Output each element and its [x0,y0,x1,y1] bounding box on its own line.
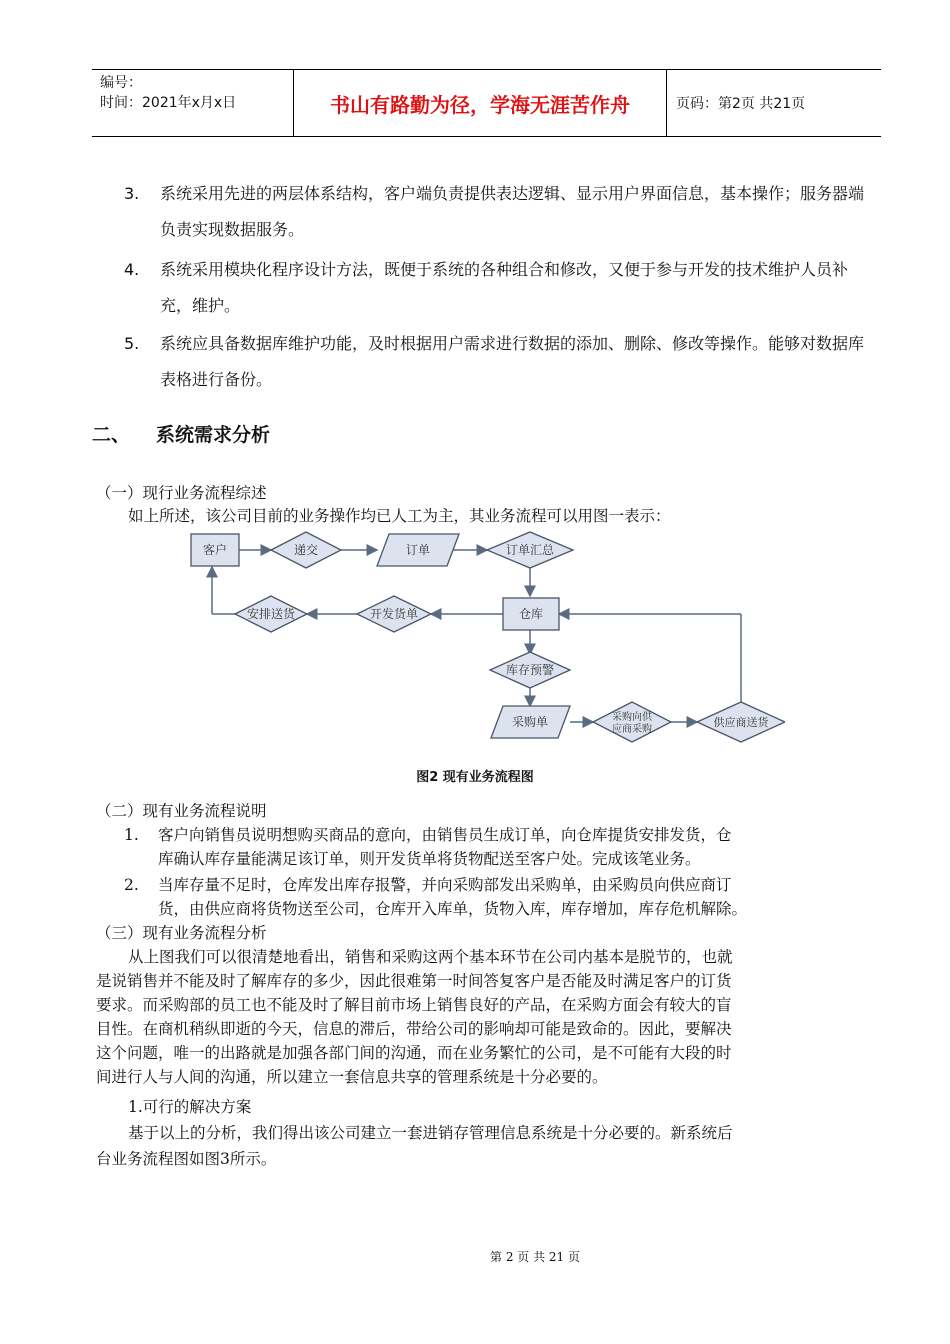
section-title: 系统需求分析 [156,424,271,446]
list-number: 3. [124,184,140,203]
issue-note-label: 开发货单 [369,607,419,621]
submit-label: 递交 [293,543,319,557]
solution-title: 1.可行的解决方案 [128,1098,252,1116]
subsection-title: （一）现行业务流程综述 [96,484,267,502]
figure-caption: 图2 现有业务流程图 [416,770,534,785]
arrange-delivery-label: 安排送货 [246,607,296,621]
motto: 书山有路勤为径，学海无涯苦作舟 [293,70,667,136]
paragraph-line: 台业务流程图如图3所示。 [96,1150,277,1168]
list-number: 4. [124,260,140,279]
list-item [124,252,874,324]
paragraph-line: 间进行人与人间的沟通，所以建立一套信息共享的管理系统是十分必要的。 [96,1068,608,1086]
list-number: 1. [124,826,139,844]
page-footer: 第 2 页 共 21 页 [490,1250,580,1264]
stock-warning-label: 库存预警 [505,663,555,677]
paragraph-line: 是说销售并不能及时了解库存的多少，因此很难第一时间答复客户是否能及时满足客户的订货 [96,972,732,990]
paragraph-line: 这个问题，唯一的出路就是加强各部门间的沟通，而在业务繁忙的公司，是不可能有大段的时 [96,1044,732,1062]
section-heading [92,420,270,447]
page-label: 页码：第2页 共21页 [676,96,806,112]
list-number: 2. [124,876,139,894]
list-text: 系统采用先进的两层体系结构，客户端负责提供表达逻辑、显示用户界面信息，基本操作；服务器端负责实现数据服务。 [160,184,865,239]
order-summary-label: 订单汇总 [505,543,555,557]
page-header [92,69,881,137]
list-text-line: 当库存量不足时，仓库发出库存报警，并向采购部发出采购单，由采购员向供应商订 [158,876,732,894]
header-left-cell [92,70,292,136]
paragraph-line: 目性。在商机稍纵即逝的今天，信息的滞后，带给公司的影响却可能是致命的。因此，要解决 [96,1020,732,1038]
intro-paragraph: 如上所述，该公司目前的业务操作均已人工为主，其业务流程可以用图一表示： [128,507,671,525]
time-label: 时间：2021年x月x日 [100,95,237,111]
subsection-title: （二）现有业务流程说明 [96,802,267,820]
paragraph-line: 从上图我们可以很清楚地看出，销售和采购这两个基本环节在公司内基本是脱节的，也就 [128,948,733,966]
list-text-line: 库确认库存量能满足该订单，则开发货单将货物配送至客户处。完成该笔业务。 [158,850,701,868]
number-label: 编号： [100,75,142,91]
flowchart [185,526,785,766]
list-text: 系统应具备数据库维护功能，及时根据用户需求进行数据的添加、删除、修改等操作。能够对数据库表格进行备份。 [160,334,865,389]
list-text-line: 货，由供应商将货物送至公司，仓库开入库单，货物入库，库存增加，库存危机解除。 [158,900,748,918]
list-item [124,326,874,398]
supplier-delivery-label: 供应商送货 [713,716,769,729]
purchase-order-label: 采购单 [511,715,549,729]
order-label: 订单 [405,543,431,557]
customer-label: 客户 [202,543,228,557]
supplier-purchase-label-1: 采购向供 [612,712,652,723]
supplier-purchase-label-2: 应商采购 [612,724,652,735]
list-text-line: 客户向销售员说明想购买商品的意向，由销售员生成订单，向仓库提货安排发货，仓 [158,826,732,844]
paragraph-line: 基于以上的分析，我们得出该公司建立一套进销存管理信息系统是十分必要的。新系统后 [128,1124,733,1142]
list-number: 5. [124,334,140,353]
subsection-title: （三）现有业务流程分析 [96,924,267,942]
paragraph-line: 要求。而采购部的员工也不能及时了解目前市场上销售良好的产品，在采购方面会有较大的盲 [96,996,732,1014]
warehouse-label: 仓库 [518,607,544,621]
list-text: 系统采用模块化程序设计方法，既便于系统的各种组合和修改，又便于参与开发的技术维护人员补充，维护。 [160,260,849,315]
section-number: 二、 [92,424,131,446]
list-item [124,176,874,248]
